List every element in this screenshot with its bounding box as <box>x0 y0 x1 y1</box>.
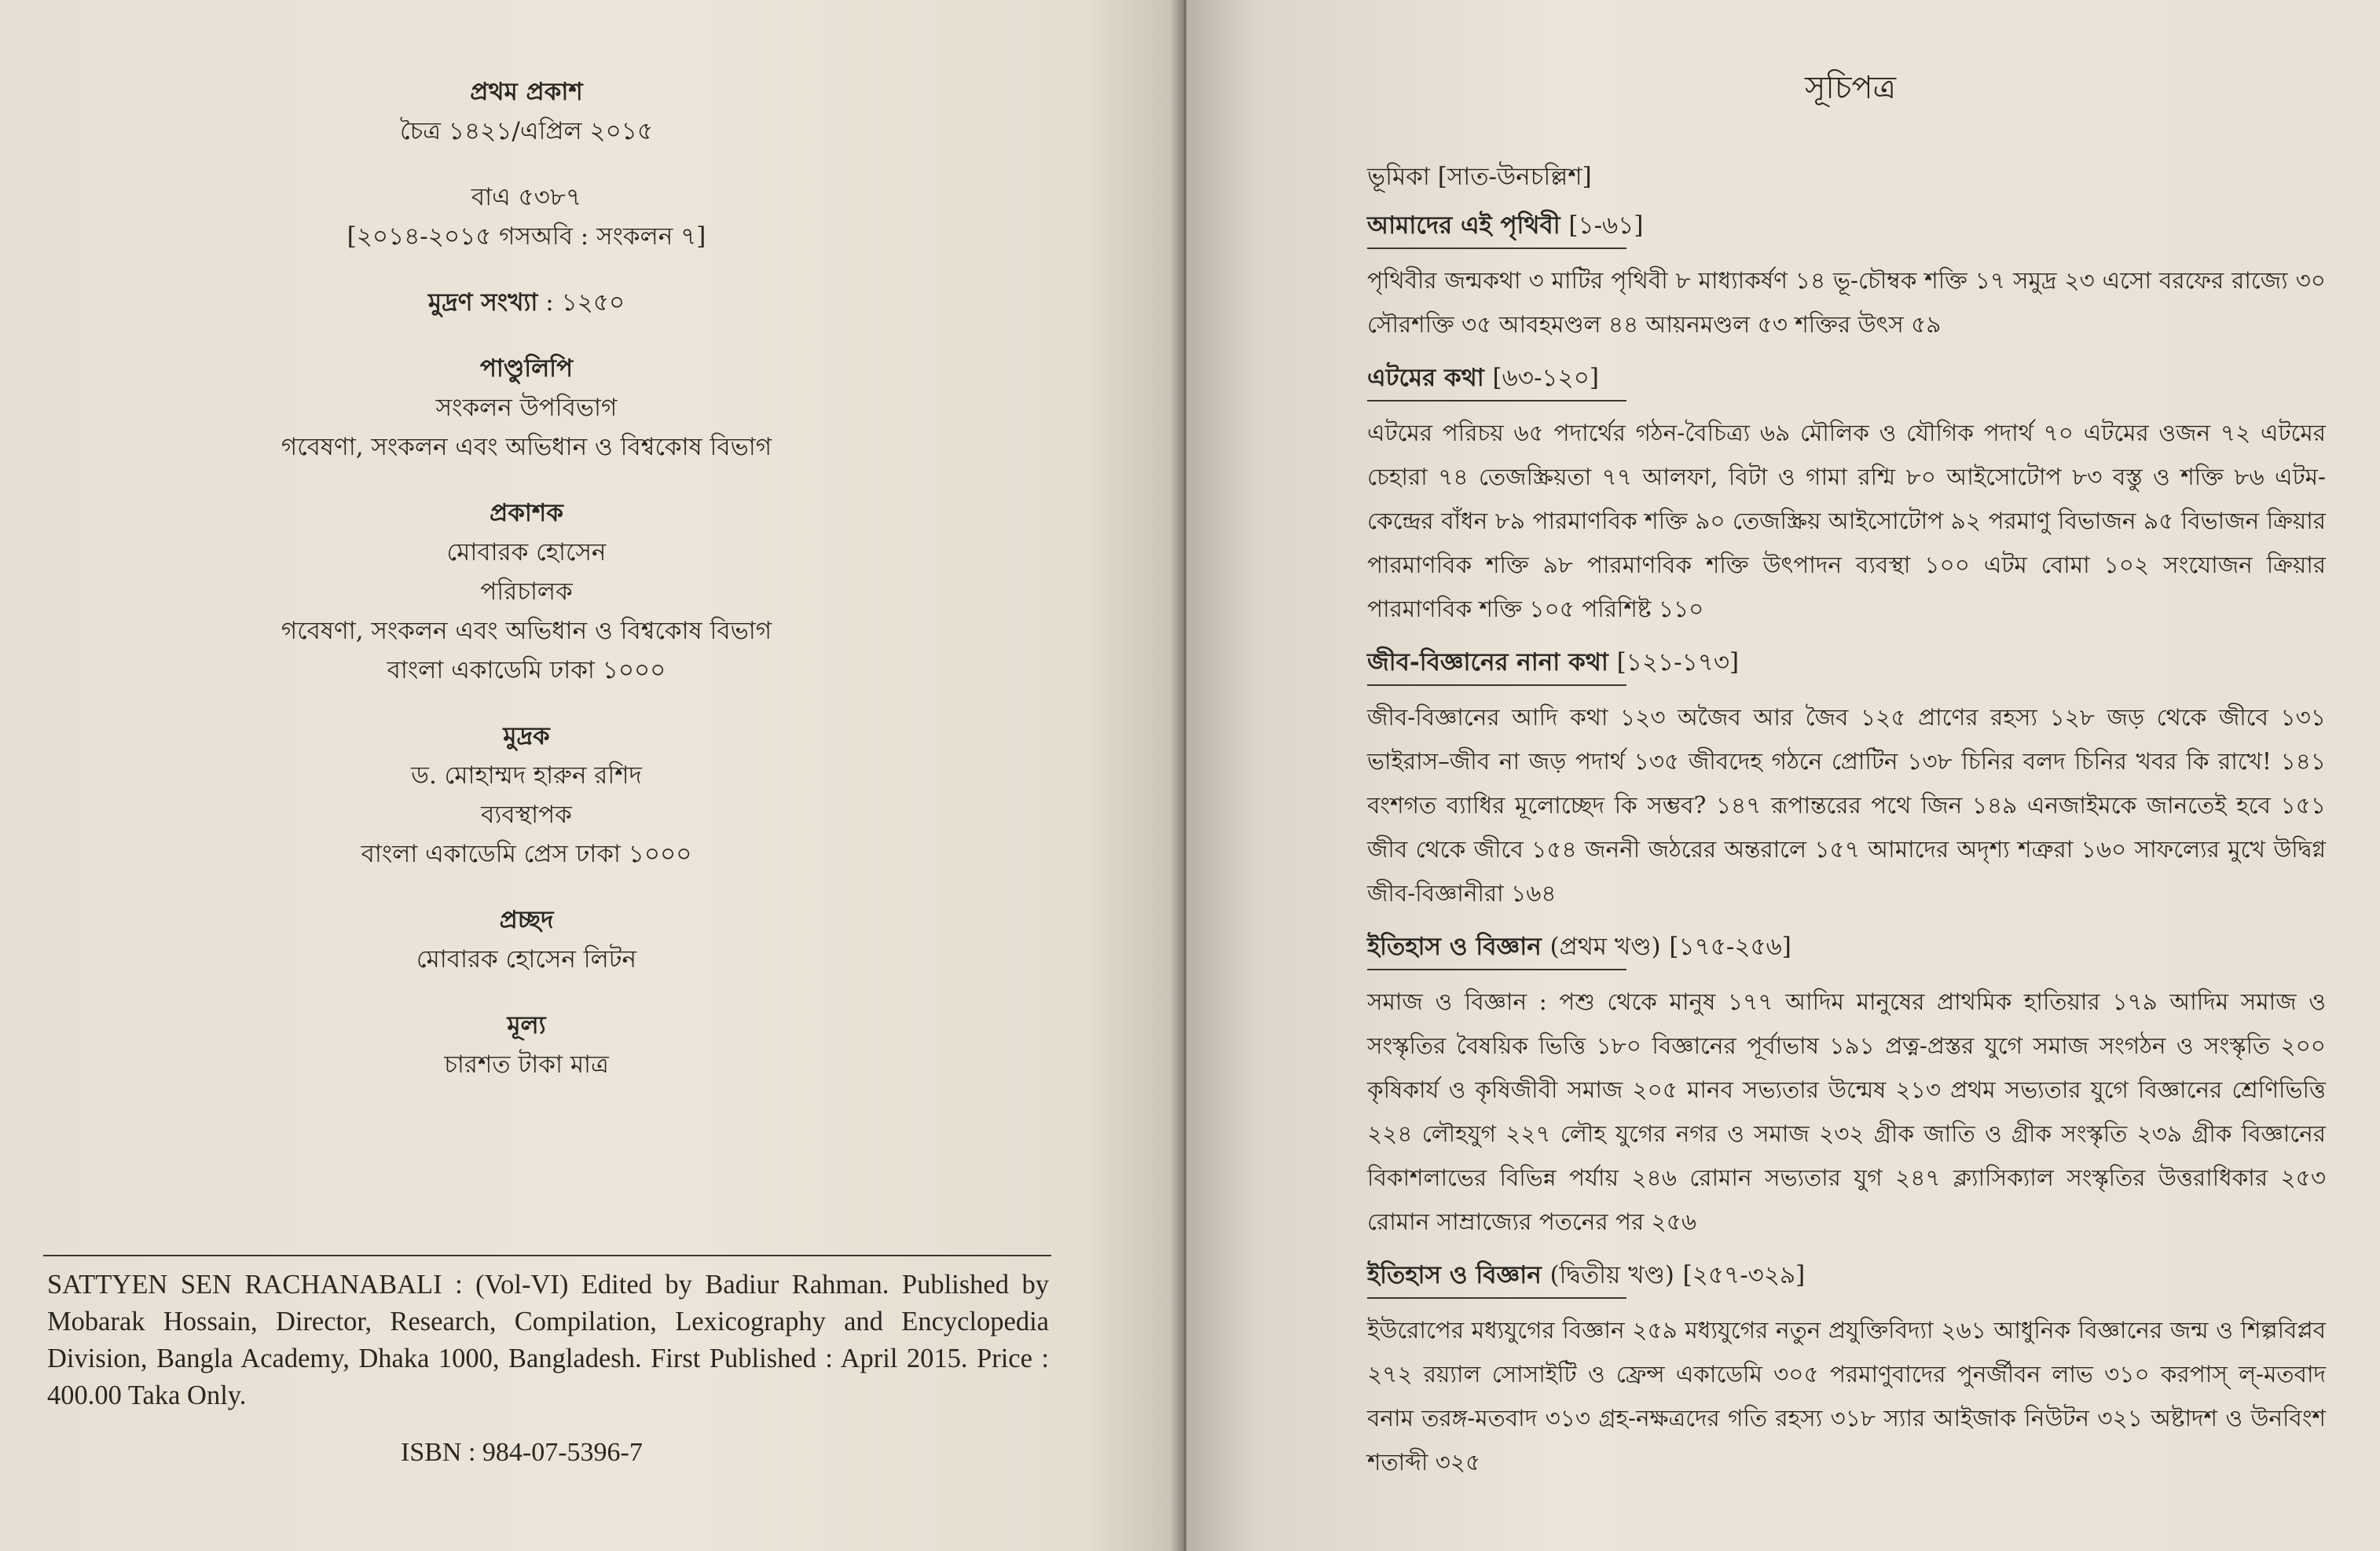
intro-entry: ভূমিকা [সাত-উনচল্লিশ] <box>1367 163 1592 191</box>
section-title: এটমের কথা <box>1367 364 1484 392</box>
imprint-page <box>0 0 1179 1551</box>
publisher-label: প্রকাশক <box>490 499 563 527</box>
section-2 <box>1367 356 2326 631</box>
section-title: আমাদের এই পৃথিবী <box>1367 211 1560 240</box>
section-rule <box>1367 1297 1626 1299</box>
printer-label: মুদ্রক <box>503 722 550 750</box>
publisher-role: পরিচালক <box>480 578 573 606</box>
section-heading <box>1367 356 2326 400</box>
section-rule <box>1367 684 1626 686</box>
imprint-block <box>189 72 864 1111</box>
series-info: [২০১৪-২০১৫ গসঅবি : সংকলন ৭] <box>347 222 706 251</box>
print-run-block <box>189 283 864 322</box>
price-label: মূল্য <box>507 1011 546 1040</box>
manuscript-line2: গবেষণা, সংকলন এবং অভিধান ও বিশ্বকোষ বিভাগ <box>281 433 772 461</box>
section-1 <box>1367 204 2326 346</box>
printer-role: ব্যবস্থাপক <box>481 801 572 829</box>
imprint-divider <box>43 1255 1051 1256</box>
section-range: [১২১-১৭৩] <box>1616 648 1740 676</box>
section-subtitle: (দ্বিতীয় খণ্ড) <box>1549 1261 1674 1289</box>
section-subtitle: (প্রথম খণ্ড) <box>1549 933 1661 961</box>
cover-block <box>189 900 864 979</box>
section-range: [২৫৭-৩২৯] <box>1682 1261 1806 1289</box>
publication-code: বাএ ৫৩৮৭ <box>471 183 582 211</box>
first-edition-label: প্রথম প্রকাশ <box>470 78 583 106</box>
section-title: ইতিহাস ও বিজ্ঞান <box>1367 933 1542 961</box>
section-5 <box>1367 1253 2326 1484</box>
manuscript-block <box>189 349 864 467</box>
english-imprint: SATTYEN SEN RACHANABALI : (Vol-VI) Edited by Badiur Rahman. Published by Mobarak Hossain, Director, Research, Compilation, Lexicography and Encyclopedia Division, Bangla Academy, Dhaka 1000, Bangladesh. First Published : April 2015. Price : 400.00 Taka Only. <box>47 1270 1049 1410</box>
section-heading <box>1367 1253 2326 1297</box>
section-heading <box>1367 204 2326 248</box>
price-block <box>189 1006 864 1084</box>
manuscript-line1: সংকলন উপবিভাগ <box>435 394 618 422</box>
price-value: চারশত টাকা মাত্র <box>444 1050 609 1079</box>
contents-title: সূচিপত্র <box>1805 70 1896 106</box>
cover-name: মোবারক হোসেন লিটন <box>416 945 637 974</box>
section-4 <box>1367 925 2326 1244</box>
printer-address: বাংলা একাডেমি প্রেস ঢাকা ১০০০ <box>361 840 692 868</box>
publisher-division: গবেষণা, সংকলন এবং অভিধান ও বিশ্বকোষ বিভাগ <box>281 617 772 645</box>
section-range: [৬৩-১২০] <box>1492 364 1599 392</box>
code-block <box>189 178 864 256</box>
section-heading <box>1367 640 2326 684</box>
publisher-address: বাংলা একাডেমি ঢাকা ১০০০ <box>387 656 666 684</box>
section-3 <box>1367 640 2326 915</box>
section-entries: এটমের পরিচয় ৬৫ পদার্থের গঠন-বৈচিত্র্য ৬৯ মৌলিক ও যৌগিক পদার্থ ৭০ এটমের ওজন ৭২ এটমের চেহারা ৭৪ তেজস্ক্রিয়তা ৭৭ আলফা, বিটা ও গামা রশ্মি ৮০ আইসোটোপ ৮৩ বস্তু ও শক্তি ৮৬ এটম-কেন্দ্রের বাঁধন ৮৯ পারমাণবিক শক্তি ৯০ তেজস্ক্রিয় আইসোটোপ ৯২ পরমাণু বিভাজন ৯৫ বিভাজন ক্রিয়ার পারমাণবিক শক্তি ৯৮ পারমাণবিক শক্তি উৎপাদন ব্যবস্থা ১০০ এটম বোমা ১০২ সংযোজন ক্রিয়ার পারমাণবিক শক্তি ১০৫ পরিশিষ্ট ১১০ <box>1367 420 2326 622</box>
cover-label: প্রচ্ছদ <box>499 906 554 934</box>
section-rule <box>1367 969 1626 970</box>
first-edition-block <box>189 72 864 151</box>
section-rule <box>1367 400 1626 402</box>
section-range: [১-৬১] <box>1568 211 1644 240</box>
contents-page <box>1186 0 2380 1551</box>
printer-block <box>189 717 864 874</box>
section-title: ইতিহাস ও বিজ্ঞান <box>1367 1261 1542 1289</box>
section-range: [১৭৫-২৫৬] <box>1669 933 1791 961</box>
first-edition-date: চৈত্র ১৪২১/এপ্রিল ২০১৫ <box>400 117 653 145</box>
section-heading <box>1367 925 2326 969</box>
printer-name: ড. মোহাম্মদ হারুন রশিদ <box>411 761 642 790</box>
section-entries: সমাজ ও বিজ্ঞান : পশু থেকে মানুষ ১৭৭ আদিম মানুষের প্রাথমিক হাতিয়ার ১৭৯ আদিম সমাজ ও সংস্কৃতির বৈষয়িক ভিত্তি ১৮০ বিজ্ঞানের পূর্বাভাষ ১৯১ প্রত্ন-প্রস্তর যুগে সমাজ সংগঠন ও সংস্কৃতি ২০০ কৃষিকার্য ও কৃষিজীবী সমাজ ২০৫ মানব সভ্যতার উন্মেষ ২১৩ প্রথম সভ্যতার যুগে বিজ্ঞানের শ্রেণিভিত্তি ২২৪ লৌহযুগ ২২৭ লৌহ যুগের নগর ও সমাজ ২৩২ গ্রীক জাতি ও গ্রীক সংস্কৃতি ২৩৯ গ্রীক বিজ্ঞানের বিকাশলাভের বিভিন্ন পর্যায় ২৪৬ রোমান সভ্যতার যুগ ২৪৭ ক্ল্যাসিক্যাল সংস্কৃতির উত্তরাধিকার ২৫৩ রোমান সাম্রাজ্যের পতনের পর ২৫৬ <box>1367 988 2326 1235</box>
section-rule <box>1367 248 1626 249</box>
section-title: জীব-বিজ্ঞানের নানা কথা <box>1367 648 1608 676</box>
section-entries: জীব-বিজ্ঞানের আদি কথা ১২৩ অজৈব আর জৈব ১২৫ প্রাণের রহস্য ১২৮ জড় থেকে জীবে ১৩১ ভাইরাস–জীব না জড় পদার্থ ১৩৫ জীবদেহ গঠনে প্রোটিন ১৩৮ চিনির বলদ চিনির খবর কি রাখে! ১৪১ বংশগত ব্যাধির মূলোচ্ছেদ কি সম্ভব? ১৪৭ রূপান্তরের পথে জিন ১৪৯ এনজাইমকে জানতেই হবে ১৫১ জীব থেকে জীবে ১৫৪ জননী জঠরের অন্তরালে ১৫৭ আমাদের অদৃশ্য শত্রুরা ১৬০ সাফল্যের মুখে উদ্বিগ্ন জীব-বিজ্ঞানীরা ১৬৪ <box>1367 704 2326 907</box>
publisher-block <box>189 493 864 690</box>
print-run-label: মুদ্রণ সংখ্যা <box>427 288 538 317</box>
print-run-value: : ১২৫০ <box>545 288 625 317</box>
section-entries: ইউরোপের মধ্যযুগের বিজ্ঞান ২৫৯ মধ্যযুগের নতুন প্রযুক্তিবিদ্যা ২৬১ আধুনিক বিজ্ঞানের জন্ম ও শিল্পবিপ্লব ২৭২ রয়্যাল সোসাইটি ও ফ্রেন্স একাডেমি ৩০৫ পরমাণুবাদের পুনর্জীবন লাভ ৩১০ করপাস্ ল্-মতবাদ বনাম তরঙ্গ-মতবাদ ৩১৩ গ্রহ-নক্ষত্রদের গতি রহস্য ৩১৮ স্যার আইজাক নিউটন ৩২১ অষ্টাদশ ও উনবিংশ শতাব্দী ৩২৫ <box>1367 1317 2326 1476</box>
table-of-contents <box>1367 63 2326 1489</box>
publisher-name: মোবারক হোসেন <box>446 538 607 566</box>
isbn: ISBN : 984-07-5396-7 <box>401 1438 643 1467</box>
section-entries: পৃথিবীর জন্মকথা ৩ মাটির পৃথিবী ৮ মাধ্যাকর্ষণ ১৪ ভূ-চৌম্বক শক্তি ১৭ সমুদ্র ২৩ এসো বরফের রাজ্যে ৩০ সৌরশক্তি ৩৫ আবহমণ্ডল ৪৪ আয়নমণ্ডল ৫৩ শক্তির উৎস ৫৯ <box>1367 267 2326 338</box>
manuscript-label: পাণ্ডুলিপি <box>479 354 574 383</box>
